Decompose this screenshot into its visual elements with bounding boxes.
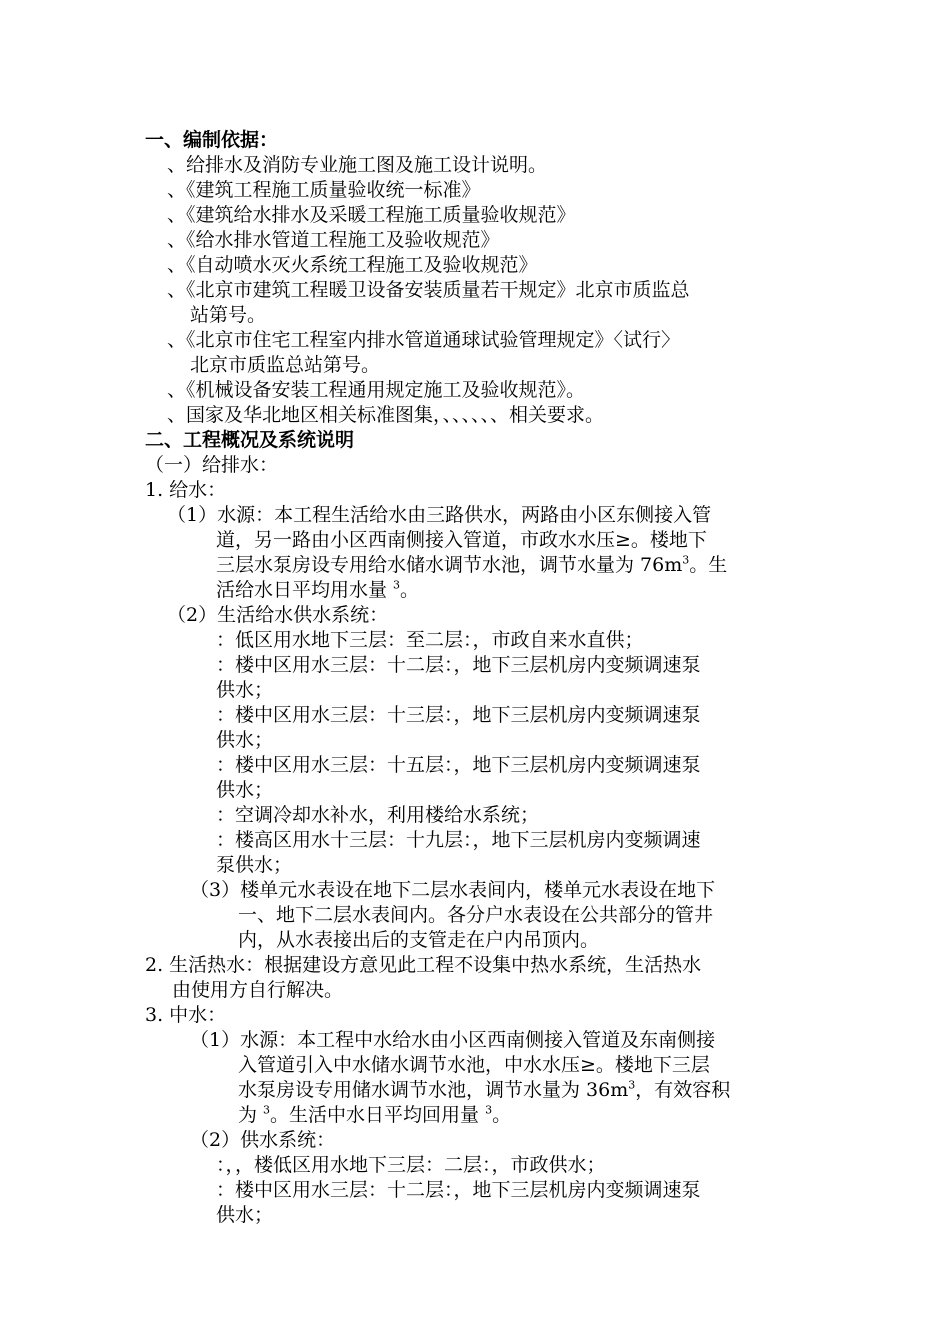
list-item-continued: 站第号。 [190, 304, 267, 326]
superscript: 3 [393, 578, 401, 592]
sub-heading: （一）给排水： [145, 454, 279, 476]
item-title: 2. 生活热水：根据建设方意见此工程不设集中热水系统，生活热水 [145, 954, 702, 976]
paragraph-line: 由使用方自行解决。 [172, 979, 344, 1001]
paragraph-line: 活给水日平均用水量 $^3$。 [216, 578, 420, 601]
paragraph-line: 泵供水； [216, 854, 293, 876]
list-item: 、《建筑工程施工质量验收统一标准》 [167, 179, 481, 201]
list-item: 、给排水及消防专业施工图及施工设计说明。 [167, 154, 548, 176]
paragraph-line: ：楼中区用水三层：十二层：，地下三层机房内变频调速泵 [216, 1179, 701, 1201]
paragraph-line: （1）水源：本工程生活给水由三路供水，两路由小区东侧接入管 [167, 504, 712, 526]
list-item: 、《建筑给水排水及采暖工程施工质量验收规范》 [167, 204, 576, 226]
paragraph-line: 水泵房设专用储水调节水池，调节水量为 $36m^3$，有效容积 [238, 1078, 731, 1101]
paragraph-line: 道，另一路由小区西南侧接入管道，市政水水压≥。楼地下 [216, 529, 707, 551]
list-item: 、《自动喷水灭火系统工程施工及验收规范》 [167, 254, 538, 276]
paragraph-line: ：空调冷却水补水，利用楼给水系统； [216, 804, 540, 826]
superscript: 3 [263, 1103, 271, 1117]
section-heading-overview: 二、工程概况及系统说明 [145, 429, 355, 451]
list-item: 、《北京市建筑工程暖卫设备安装质量若干规定》北京市质监总 [167, 279, 690, 301]
paragraph-line: 内，从水表接出后的支管走在户内吊顶内。 [238, 929, 600, 951]
list-item: 、《给水排水管道工程施工及验收规范》 [167, 229, 500, 251]
paragraph-line: ：楼中区用水三层：十五层：，地下三层机房内变频调速泵 [216, 754, 701, 776]
paragraph-line: ：，，楼低区用水地下三层：二层：，市政供水； [216, 1154, 606, 1176]
superscript: 3 [682, 553, 690, 567]
paragraph-line: 供水； [216, 1204, 274, 1226]
list-item: 、国家及华北地区相关标准图集，、、、、、、相关要求。 [167, 404, 605, 426]
paragraph-line: 供水； [216, 679, 274, 701]
paragraph-line: 一、地下二层水表间内。各分户水表设在公共部分的管井 [238, 904, 714, 926]
superscript: 3 [628, 1078, 636, 1092]
item-title: 1. 给水： [145, 479, 227, 501]
paragraph-line: （1）水源：本工程中水给水由小区西南侧接入管道及东南侧接 [190, 1029, 716, 1051]
section-heading-basis: 一、编制依据： [145, 129, 279, 151]
paragraph-line: ：楼高区用水十三层：十九层：，地下三层机房内变频调速 [216, 829, 701, 851]
paragraph-line: ：楼中区用水三层：十三层：，地下三层机房内变频调速泵 [216, 704, 701, 726]
paragraph-line: ：低区用水地下三层：至二层：，市政自来水直供； [216, 629, 644, 651]
item-title: （2）供水系统： [190, 1129, 336, 1151]
list-item: 、《机械设备安装工程通用规定施工及验收规范》。 [167, 379, 586, 401]
item-title: 3. 中水： [145, 1004, 227, 1026]
paragraph-line: ：楼中区用水三层：十二层：，地下三层机房内变频调速泵 [216, 654, 701, 676]
list-item: 、《北京市住宅工程室内排水管道通球试验管理规定》〈试行〉 [167, 329, 681, 351]
paragraph-line: 供水； [216, 729, 274, 751]
paragraph-line: 为 $^3$。生活中水日平均回用量 $^3$。 [238, 1103, 512, 1126]
paragraph-line: 入管道引入中水储水调节水池，中水水压≥。楼地下三层 [238, 1054, 710, 1076]
paragraph-line: 三层水泵房设专用给水储水调节水池，调节水量为 $76m^3$。生 [216, 553, 728, 576]
paragraph-line: （3）楼单元水表设在地下二层水表间内，楼单元水表设在地下 [190, 879, 716, 901]
item-title: （2）生活给水供水系统： [167, 604, 389, 626]
list-item-continued: 北京市质监总站第号。 [190, 354, 381, 376]
superscript: 3 [485, 1103, 493, 1117]
paragraph-line: 供水； [216, 779, 274, 801]
